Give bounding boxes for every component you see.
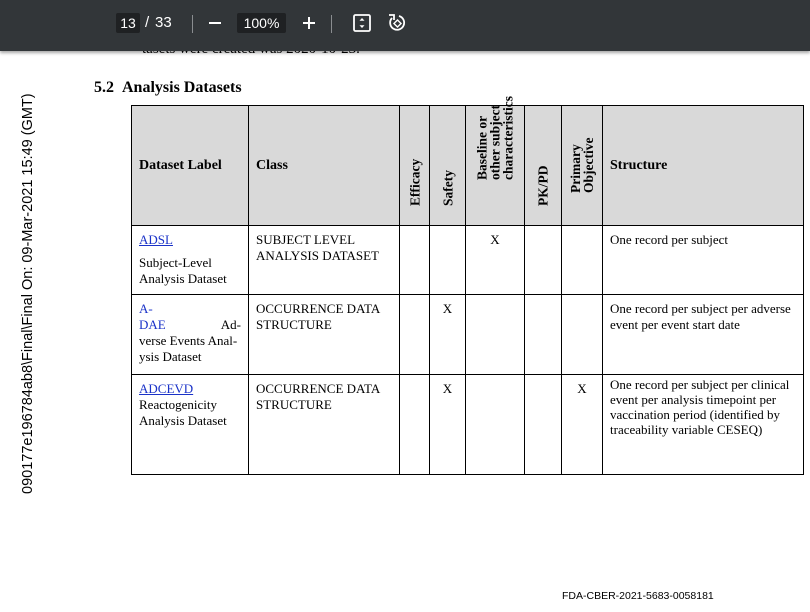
dataset-label-cell [132, 375, 249, 475]
efficacy-cell [400, 295, 430, 375]
section-title: Analysis Datasets [122, 79, 242, 96]
class-cell: SUBJECT LEVEL ANALYSIS DATASET [249, 226, 400, 295]
rotate-button[interactable] [386, 12, 408, 34]
pkpd-cell [525, 226, 562, 295]
header-efficacy [400, 106, 430, 226]
header-pkpd-text: PK/PD [535, 165, 551, 206]
header-baseline-line1: Baseline or [474, 115, 490, 180]
plus-icon [298, 12, 320, 34]
dataset-description: Subject-Level Analysis Dataset [139, 255, 227, 286]
header-dataset-label: Dataset Label [132, 106, 249, 226]
table-row [132, 375, 804, 475]
page-separator: / [145, 14, 150, 31]
header-safety [430, 106, 466, 226]
dataset-label-cell [132, 226, 249, 295]
header-baseline-line2: other subject [487, 104, 503, 180]
fit-page-button[interactable] [351, 12, 373, 34]
header-baseline-line3: characteristics [500, 96, 516, 180]
safety-cell: X [430, 375, 466, 475]
structure-cell: One record per subject per adverse event per event start date [603, 295, 804, 375]
primary-objective-cell [562, 295, 603, 375]
header-baseline [466, 96, 525, 226]
structure-cell: One record per subject per clinical event per analysis timepoint per vaccination period (identified by traceability variable CESEQ) [603, 375, 804, 475]
toolbar-divider [192, 15, 193, 33]
baseline-cell [466, 375, 525, 475]
document-id-stamp: 090177e196784ab8\Final\Final On: 09-Mar-2021 15:49 (GMT) [20, 93, 36, 494]
dataset-link-adcevd[interactable]: ADCEVD [139, 381, 194, 396]
zoom-level[interactable]: 100% [237, 13, 286, 33]
table-row [132, 226, 804, 295]
dataset-description-part1: Ad- [220, 317, 241, 332]
footer-document-id: FDA-CBER-2021-5683-0058181 [562, 590, 714, 602]
section-heading [94, 79, 242, 97]
table-row [132, 295, 804, 375]
header-primary-objective [562, 106, 603, 226]
header-structure: Structure [603, 106, 804, 226]
fit-page-icon [351, 12, 373, 34]
header-primary-line2: Objective [581, 137, 596, 193]
pdf-toolbar [0, 0, 810, 51]
efficacy-cell [400, 226, 430, 295]
header-pkpd [525, 106, 562, 226]
minus-icon [204, 12, 226, 34]
table-header-row [132, 106, 804, 226]
analysis-datasets-table [131, 96, 804, 475]
header-efficacy-text: Efficacy [407, 158, 422, 206]
class-cell: OCCURRENCE DATA STRUCTURE [249, 295, 400, 375]
class-cell: OCCURRENCE DATA STRUCTURE [249, 375, 400, 475]
safety-cell: X [430, 295, 466, 375]
safety-cell [430, 226, 466, 295]
total-pages: 33 [155, 14, 172, 31]
baseline-cell: X [466, 226, 525, 295]
dataset-description-part3: ysis Dataset [139, 349, 202, 364]
toolbar-divider [331, 15, 332, 33]
pkpd-cell [525, 295, 562, 375]
pkpd-cell [525, 375, 562, 475]
dataset-link-adae-part1[interactable]: A- [139, 301, 153, 316]
section-number: 5.2 [94, 79, 114, 96]
header-class: Class [249, 106, 400, 226]
rotate-icon [386, 12, 408, 34]
header-safety-text: Safety [440, 170, 455, 206]
efficacy-cell [400, 375, 430, 475]
dataset-link-adsl[interactable]: ADSL [139, 232, 173, 247]
dataset-description: Reactogenicity Analysis Dataset [139, 397, 227, 428]
primary-objective-cell: X [562, 375, 603, 475]
baseline-cell [466, 295, 525, 375]
zoom-in-button[interactable] [298, 12, 320, 34]
structure-cell: One record per subject [603, 226, 804, 295]
header-primary-line1: Primary [568, 144, 583, 193]
zoom-out-button[interactable] [204, 12, 226, 34]
primary-objective-cell [562, 226, 603, 295]
dataset-label-cell [132, 295, 249, 375]
dataset-link-adae-part2[interactable]: DAE [139, 317, 166, 332]
page-number-input[interactable]: 13 [116, 13, 140, 33]
dataset-description-part2: verse Events Anal- [139, 333, 238, 348]
